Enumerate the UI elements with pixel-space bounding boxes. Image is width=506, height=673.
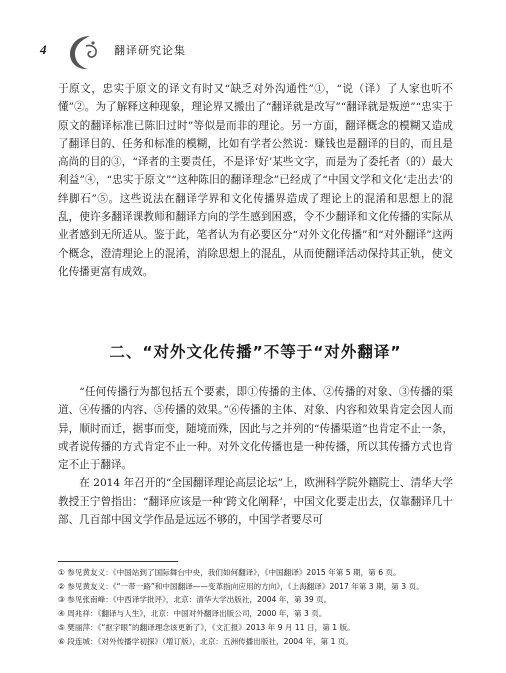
- paragraph: 在 2014 年召开的“全国翻译理论高层论坛”上，欧洲科学院外籍院士、清华大学教授王宁曾指出：“翻译应该是一种‘跨文化阐释’，中国文化要走出去，仅靠翻译几十部、几百部中国文学作品是远远不够的，中国学者要尽可: [58, 477, 453, 527]
- paragraph: 于原文，忠实于原文的译文有时又“缺乏对外沟通性”①，“说（译）了人家也听不懂”②。为了解释这种现象，理论界又搬出了“翻译就是改写”“翻译就是叛逆”“忠实于原文的翻译标准已陈旧过时”等似是而非的理论。另一方面，翻译概念的模糊又造成了翻译目的、任务和标准的模糊，比如有学者公然说：赚钱也是翻译的目的，而且是高尚的目的③，“译者的主要责任，不是译‘好’某些文字，而是为了委托者（的）最大利益”④，“忠实于原文”“这种陈旧的翻译理念”已经成了“中国文学和文化‘走出去’的绊脚石”⑤。这些说法在翻译学界和文化传播界造成了理论上的混淆和思想上的混乱，使许多翻译课教师和翻译方向的学生感到困惑，令不少翻译和文化传播的实际从业者感到无所适从。鉴于此，笔者认为有必要区分“对外文化传播”和“对外翻译”这两个概念，澄清理论上的混淆，消除思想上的混乱，从而使翻译活动保持其正轨，使文化传播更富有成效。: [58, 83, 453, 278]
- crescent-swirl-logo-icon: [66, 32, 106, 72]
- footnote: ④ 周兆祥：《翻译与人生》，北京：中国对外翻译出版公司，2000 年，第 3 页。: [58, 609, 327, 619]
- footnote: ③ 参见张南峰：《中西译学批评》，北京：清华大学出版社，2004 年，第 39 页。: [58, 595, 332, 605]
- footnote: ⑥ 段连城：《对外传播学初探》（增订版），北京：五洲传播出版社，2004 年，第 1 页。: [58, 636, 353, 646]
- body-text-bottom: [58, 383, 453, 529]
- page-header: [40, 36, 470, 66]
- footnote-divider: [58, 561, 178, 562]
- paragraph: “任何传播行为都包括五个要素，即①传播的主体、②传播的对象、③传播的渠道、④传播的内容、⑤传播的效果。”⑥传播的主体、对象、内容和效果肯定会因人而异，顺时而迁，据事而变，随境而殊，因此与之并列的“传播渠道”也肯定不止一条，或者说传播的方式肯定不止一种。对外文化传播也是一种传播，所以其传播方式也肯定不止于翻译。: [58, 386, 453, 472]
- running-title: 翻译研究论集: [114, 44, 186, 57]
- footnote: ② 参见黄友义：《“一带一路”和中国翻译——变革指向应用的方向》，《上海翻译》2017 年第 3 期，第 3 页。: [58, 581, 424, 591]
- footnote: ⑤ 樊丽萍：《“抠字眼”的翻译理念该更新了》，《文汇报》2013 年 9 月 11 日，第 1 版。: [58, 622, 355, 632]
- footnotes: [58, 566, 458, 648]
- footnote: ① 参见黄友义：《中国站到了国际舞台中央，我们如何翻译》，《中国翻译》2015 年第 5 期，第 6 页。: [58, 568, 401, 577]
- section-heading: 二、“对外文化传播”不等于“对外翻译”: [109, 343, 402, 361]
- body-text-top: [58, 80, 453, 281]
- page-number: 4: [40, 42, 47, 57]
